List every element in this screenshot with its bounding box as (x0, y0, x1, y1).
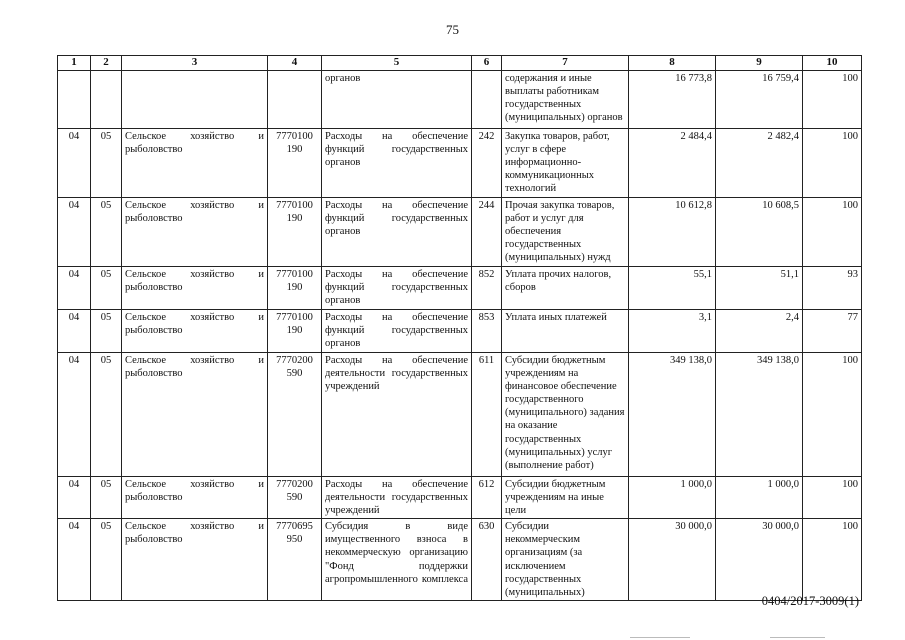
target-code-suffix: 590 (286, 491, 303, 503)
expense-type-code (472, 70, 502, 128)
execution-percent: 100 (803, 128, 862, 197)
target-code (268, 266, 322, 309)
section-code: 04 (58, 197, 91, 266)
scan-artifact (630, 637, 690, 638)
col-header-6: 6 (472, 56, 502, 71)
expense-type-name: Субсидии бюджетным учреждениям на иные цели (502, 476, 629, 518)
expense-type-name: Прочая закупка товаров, работ и услуг для обеспечения государственных (муниципальных) нужд (502, 197, 629, 266)
target-code (268, 352, 322, 476)
target-code-suffix: 950 (286, 534, 303, 546)
execution-percent: 100 (803, 197, 862, 266)
section-code: 04 (58, 128, 91, 197)
expense-type-name: содержания и иные выплаты работникам государственных (муниципальных) органов (502, 70, 629, 128)
expense-name: Расходы на обеспечение функций государственных органов (322, 309, 472, 352)
section-code: 04 (58, 476, 91, 518)
expense-type-code: 242 (472, 128, 502, 197)
plan-amount: 10 612,8 (629, 197, 716, 266)
col-header-2: 2 (91, 56, 122, 71)
scan-artifact (770, 637, 825, 638)
document-code: 0404/2017-3009(1) (761, 594, 859, 608)
subsection-code: 05 (91, 266, 122, 309)
actual-amount: 349 138,0 (716, 352, 803, 476)
actual-amount: 2 482,4 (716, 128, 803, 197)
col-header-7: 7 (502, 56, 629, 71)
target-code (268, 128, 322, 197)
section-code: 04 (58, 519, 91, 601)
header-row (58, 56, 862, 71)
section-code (58, 70, 91, 128)
target-code-main: 7770200 (276, 478, 313, 490)
target-code-main: 7770100 (276, 268, 313, 280)
section-name (122, 70, 268, 128)
section-name: Сельское хозяйство и рыболовство (122, 128, 268, 197)
subsection-code: 05 (91, 352, 122, 476)
section-name: Сельское хозяйство и рыболовство (122, 352, 268, 476)
table-row (58, 352, 862, 476)
section-code: 04 (58, 266, 91, 309)
page-number: 75 (446, 22, 459, 37)
target-code (268, 476, 322, 518)
actual-amount: 10 608,5 (716, 197, 803, 266)
expense-type-name: Субсидии бюджетным учреждениям на финансовое обеспечение государственного (муниципального) задания на оказание государственных (муниципальных) услуг (выполнение работ) (502, 352, 629, 476)
expense-type-code: 630 (472, 519, 502, 601)
table-row (58, 197, 862, 266)
target-code (268, 197, 322, 266)
execution-percent: 100 (803, 519, 862, 601)
plan-amount: 55,1 (629, 266, 716, 309)
table-row (58, 309, 862, 352)
target-code (268, 519, 322, 601)
expense-name: органов (322, 70, 472, 128)
target-code-suffix: 590 (286, 367, 303, 379)
subsection-code: 05 (91, 519, 122, 601)
execution-percent: 100 (803, 70, 862, 128)
expense-type-code: 853 (472, 309, 502, 352)
plan-amount: 349 138,0 (629, 352, 716, 476)
plan-amount: 16 773,8 (629, 70, 716, 128)
table-row (58, 266, 862, 309)
target-code-suffix: 190 (286, 281, 303, 293)
col-header-10: 10 (803, 56, 862, 71)
table-row (58, 519, 862, 601)
expense-name: Расходы на обеспечение деятельности государственных учреждений (322, 352, 472, 476)
col-header-9: 9 (716, 56, 803, 71)
actual-amount: 30 000,0 (716, 519, 803, 601)
execution-percent: 93 (803, 266, 862, 309)
subsection-code: 05 (91, 197, 122, 266)
expense-type-code: 611 (472, 352, 502, 476)
col-header-1: 1 (58, 56, 91, 71)
target-code-suffix: 190 (286, 324, 303, 336)
section-name: Сельское хозяйство и рыболовство (122, 309, 268, 352)
section-name: Сельское хозяйство и рыболовство (122, 476, 268, 518)
col-header-5: 5 (322, 56, 472, 71)
plan-amount: 1 000,0 (629, 476, 716, 518)
expense-type-name: Закупка товаров, работ, услуг в сфере информационно-коммуникационных технологий (502, 128, 629, 197)
section-code: 04 (58, 352, 91, 476)
target-code-main: 7770100 (276, 199, 313, 211)
col-header-3: 3 (122, 56, 268, 71)
col-header-8: 8 (629, 56, 716, 71)
target-code-suffix: 190 (286, 143, 303, 155)
subsection-code: 05 (91, 309, 122, 352)
subsection-code: 05 (91, 476, 122, 518)
budget-table (57, 55, 862, 601)
execution-percent: 77 (803, 309, 862, 352)
expense-name: Субсидия в виде имущественного взноса в некоммерческую организацию "Фонд поддержки агропромышленного комплекса (322, 519, 472, 601)
section-code: 04 (58, 309, 91, 352)
section-name: Сельское хозяйство и рыболовство (122, 197, 268, 266)
section-name: Сельское хозяйство и рыболовство (122, 519, 268, 601)
expense-name: Расходы на обеспечение функций государственных органов (322, 266, 472, 309)
actual-amount: 2,4 (716, 309, 803, 352)
target-code-main: 7770100 (276, 130, 313, 142)
subsection-code (91, 70, 122, 128)
target-code-suffix: 190 (286, 212, 303, 224)
table-row (58, 128, 862, 197)
target-code-main: 7770100 (276, 311, 313, 323)
expense-type-name: Уплата иных платежей (502, 309, 629, 352)
col-header-4: 4 (268, 56, 322, 71)
target-code-main: 7770200 (276, 354, 313, 366)
subsection-code: 05 (91, 128, 122, 197)
plan-amount: 2 484,4 (629, 128, 716, 197)
expense-type-name: Субсидии некоммерческим организациям (за исключением государственных (муниципальных) (502, 519, 629, 601)
actual-amount: 51,1 (716, 266, 803, 309)
section-name: Сельское хозяйство и рыболовство (122, 266, 268, 309)
actual-amount: 16 759,4 (716, 70, 803, 128)
expense-type-code: 852 (472, 266, 502, 309)
execution-percent: 100 (803, 476, 862, 518)
execution-percent: 100 (803, 352, 862, 476)
table-row (58, 70, 862, 128)
target-code-main: 7770695 (276, 521, 313, 533)
expense-type-name: Уплата прочих налогов, сборов (502, 266, 629, 309)
target-code (268, 309, 322, 352)
expense-type-code: 612 (472, 476, 502, 518)
expense-name: Расходы на обеспечение функций государственных органов (322, 128, 472, 197)
plan-amount: 30 000,0 (629, 519, 716, 601)
target-code (268, 70, 322, 128)
expense-name: Расходы на обеспечение функций государственных органов (322, 197, 472, 266)
actual-amount: 1 000,0 (716, 476, 803, 518)
expense-type-code: 244 (472, 197, 502, 266)
expense-name: Расходы на обеспечение деятельности государственных учреждений (322, 476, 472, 518)
plan-amount: 3,1 (629, 309, 716, 352)
table-row (58, 476, 862, 518)
